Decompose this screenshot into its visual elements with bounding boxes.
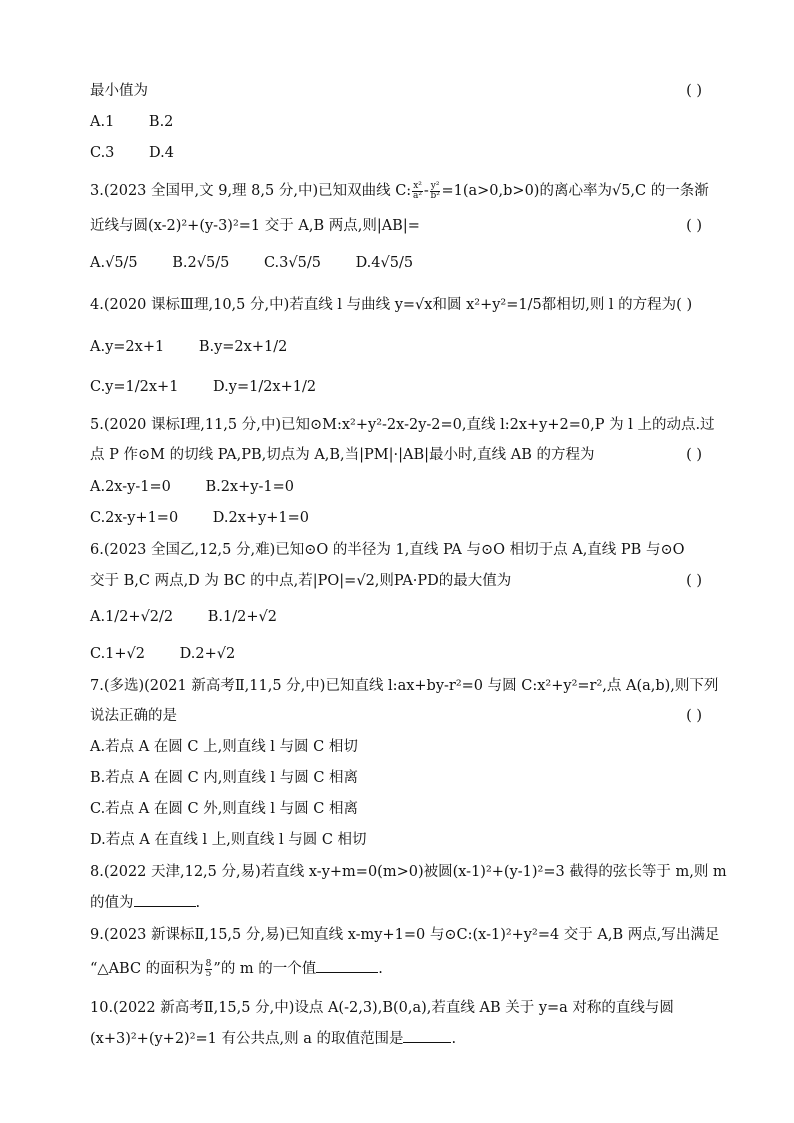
option-b[interactable]: B.y=2x+1/2 — [198, 339, 288, 355]
option-b[interactable]: B.1/2+√2 — [207, 609, 277, 625]
option-d[interactable]: D.4 — [149, 145, 174, 161]
q-prev-options-row2 — [90, 142, 702, 164]
q5-stem-part2: 点 P 作⊙M 的切线 PA,PB,切点为 A,B,当|PM|·|AB|最小时,直线 AB 的方程为 — [90, 447, 595, 463]
q9-line2 — [90, 958, 702, 980]
q7-option-a[interactable] — [90, 736, 702, 758]
answer-bracket: ( ) — [686, 708, 702, 724]
q9-period: . — [378, 961, 383, 977]
q8-line1 — [90, 861, 727, 883]
q7-option-d[interactable] — [90, 829, 702, 851]
option-a[interactable]: A.1 — [90, 114, 115, 130]
q4-options-row1 — [90, 336, 702, 358]
q10-period: . — [451, 1031, 457, 1047]
option-c[interactable]: C.3 — [90, 145, 115, 161]
q7-line1 — [90, 675, 719, 697]
q5-options-row1 — [90, 476, 702, 498]
q3-line2 — [90, 215, 702, 237]
q9-line1 — [90, 924, 720, 946]
q8-line2 — [90, 892, 702, 914]
answer-bracket: ( ) — [686, 218, 702, 234]
q9-stem-part3: ”的 m 的一个值 — [213, 961, 317, 977]
option-b[interactable]: B.2x+y-1=0 — [205, 479, 294, 495]
option-c[interactable]: C.2x-y+1=0 — [90, 510, 179, 526]
option-b[interactable]: B.2√5/5 — [172, 255, 230, 271]
q6-stem-part2: 交于 B,C 两点,D 为 BC 的中点,若|PO|=√2,则PA·PD的最大值为 — [90, 573, 512, 589]
q10-stem-part2: (x+3)²+(y+2)²=1 有公共点,则 a 的取值范围是 — [90, 1031, 404, 1047]
q5-stem-part1: 5.(2020 课标Ⅰ理,11,5 分,中)已知⊙M:x²+y²-2x-2y-2=0,直线 l:2x+y+2=0,P 为 l 上的动点.过 — [90, 417, 715, 433]
option-d[interactable]: D.2+√2 — [179, 646, 236, 662]
option-b[interactable]: B.2 — [148, 114, 174, 130]
q7-stem-part2: 说法正确的是 — [90, 708, 177, 724]
area-fraction: $\frac{8}{5}$ — [205, 958, 212, 979]
option-c[interactable]: C.1+√2 — [90, 646, 146, 662]
q4-options-row2 — [90, 376, 702, 398]
q10-stem: 10.(2022 新高考Ⅱ,15,5 分,中)设点 A(-2,3),B(0,a),若直线 AB 关于 y=a 对称的直线与圆 — [90, 1000, 674, 1016]
answer-bracket: ( ) — [686, 573, 702, 589]
option-a[interactable]: A.y=2x+1 — [90, 339, 165, 355]
q3-stem-part1: 3.(2023 全国甲,文 9,理 8,5 分,中)已知双曲线 C: — [90, 183, 412, 199]
hyperbola-y-term: $\frac{\text{y²}}{\text{b²}}$ — [430, 180, 440, 201]
q6-line2 — [90, 570, 702, 592]
hyperbola-x-term: $\frac{\text{x²}}{\text{a²}}$ — [413, 180, 423, 201]
option-c[interactable]: C.y=1/2x+1 — [90, 379, 179, 395]
option-d[interactable]: D.2x+y+1=0 — [212, 510, 310, 526]
answer-blank[interactable] — [403, 1028, 451, 1043]
q6-stem-part1: 6.(2023 全国乙,12,5 分,难)已知⊙O 的半径为 1,直线 PA 与⊙O 相切于点 A,直线 PB 与⊙O — [90, 542, 685, 558]
q-prev-options-row1 — [90, 111, 702, 133]
q6-options-row1 — [90, 606, 702, 628]
q4-stem: 4.(2020 课标Ⅲ理,10,5 分,中)若直线 l 与曲线 y=√x和圆 x²+y²=1/5都相切,则 l 的方程为( ) — [90, 297, 693, 313]
answer-bracket: ( ) — [686, 83, 702, 99]
q8-stem-part2: 的值为 — [90, 895, 134, 911]
q10-line1 — [90, 997, 702, 1019]
option-d-text: D.若点 A 在直线 l 上,则直线 l 与圆 C 相切 — [90, 832, 367, 848]
q5-line2 — [90, 444, 702, 466]
q4-line1 — [90, 294, 702, 316]
q-prev-stem-text: 最小值为 — [90, 83, 148, 99]
answer-blank[interactable] — [134, 892, 196, 907]
q9-stem-part2: “△ABC 的面积为 — [90, 961, 204, 977]
q3-options — [90, 252, 702, 274]
q3-stem-part3: 近线与圆(x-2)²+(y-3)²=1 交于 A,B 两点,则|AB|= — [90, 218, 420, 234]
q10-line2 — [90, 1028, 702, 1050]
option-d[interactable]: D.y=1/2x+1/2 — [213, 379, 317, 395]
q-prev-stem — [90, 80, 702, 102]
answer-blank[interactable] — [316, 958, 378, 973]
q3-line1: 3.(2023 全国甲,文 9,理 8,5 分,中)已知双曲线 C: $\frac{\text{x²}}{\text{a²}}$ - $\frac{\text{y²}}{\text{b²}}$ =1(a>0,b>0)的离心率为√5,C 的一条渐 — [90, 180, 709, 201]
q7-line2 — [90, 705, 702, 727]
option-a[interactable]: A.√5/5 — [90, 255, 138, 271]
q8-period: . — [195, 895, 201, 911]
q5-line1 — [90, 414, 715, 436]
q6-options-row2 — [90, 643, 702, 665]
q7-option-c[interactable] — [90, 798, 702, 820]
answer-bracket: ( ) — [686, 447, 702, 463]
q7-option-b[interactable] — [90, 767, 702, 789]
option-c-text: C.若点 A 在圆 C 外,则直线 l 与圆 C 相离 — [90, 801, 358, 817]
option-a-text: A.若点 A 在圆 C 上,则直线 l 与圆 C 相切 — [90, 739, 358, 755]
option-a[interactable]: A.1/2+√2/2 — [90, 609, 174, 625]
q3-stem-part2: =1(a>0,b>0)的离心率为√5,C 的一条渐 — [441, 183, 709, 199]
option-b-text: B.若点 A 在圆 C 内,则直线 l 与圆 C 相离 — [90, 770, 359, 786]
q7-stem-part1: 7.(多选)(2021 新高考Ⅱ,11,5 分,中)已知直线 l:ax+by-r²=0 与圆 C:x²+y²=r²,点 A(a,b),则下列 — [90, 678, 719, 694]
option-d[interactable]: D.4√5/5 — [355, 255, 414, 271]
q5-options-row2 — [90, 507, 702, 529]
q6-line1 — [90, 539, 702, 561]
option-c[interactable]: C.3√5/5 — [263, 255, 321, 271]
q9-stem: 9.(2023 新课标Ⅱ,15,5 分,易)已知直线 x-my+1=0 与⊙C:(x-1)²+y²=4 交于 A,B 两点,写出满足 — [90, 927, 720, 943]
q8-stem: 8.(2022 天津,12,5 分,易)若直线 x-y+m=0(m>0)被圆(x-1)²+(y-1)²=3 截得的弦长等于 m,则 m — [90, 864, 727, 880]
option-a[interactable]: A.2x-y-1=0 — [90, 479, 171, 495]
